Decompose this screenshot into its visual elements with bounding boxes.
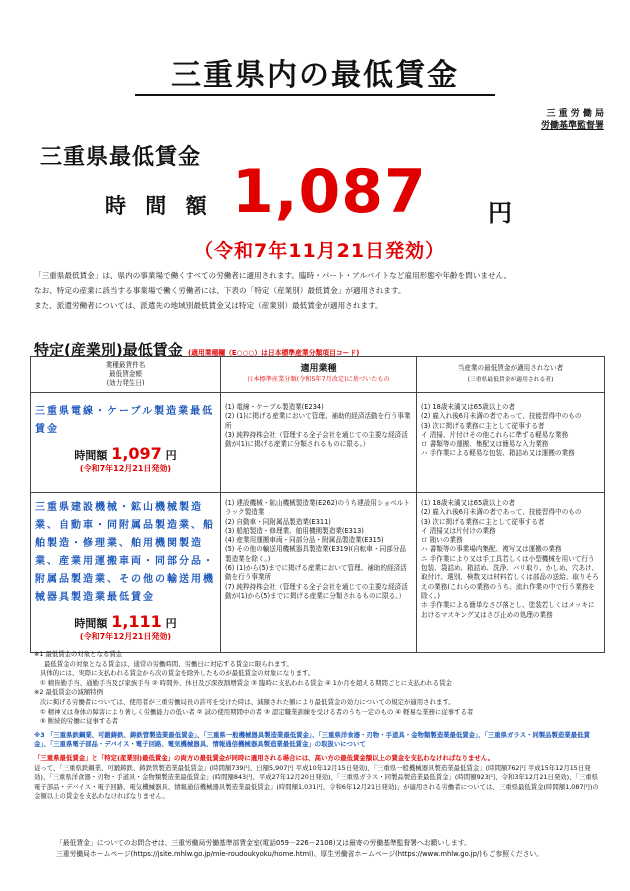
industry-amount: 時間額 1,111 円 bbox=[74, 612, 177, 631]
contact-line: 三重労働局ホームページ(https://jsite.mhlw.go.jp/mie-roudoukyoku/home.html)、厚生労働省ホームページ(https://www.mhlw.go.jp/)もご参照ください。 bbox=[56, 850, 544, 858]
footnote-line: 次に掲げる労働者については、使用者が三重労働局長の許可を受けた時は、減額された額により最低賃金の効力についての規定が適用されます。 bbox=[40, 697, 455, 706]
table-row bbox=[31, 493, 605, 653]
footnotes bbox=[34, 650, 604, 802]
pref-effective-date: （令和7年11月21日発効） bbox=[194, 240, 446, 262]
issuer-bureau: 三 重 労 働 局 bbox=[546, 109, 604, 119]
pref-heading: 三重県最低賃金 bbox=[40, 145, 202, 170]
hourly-label: 時 間 額 bbox=[105, 194, 213, 218]
industry-name: 三重県建設機械・鉱山機械製造業、自動車・同附属品製造業、船舶製造・修理業、舶用機関製造業、産業用運搬車両・同部分品・附属品製造業、その他の輸送用機械器具製造業最低賃金 bbox=[35, 502, 215, 603]
specific-wage-table bbox=[30, 356, 605, 653]
industry-amount: 時間額 1,097 円 bbox=[74, 444, 177, 463]
issuer bbox=[541, 108, 604, 132]
footnote-line: ① 精神又は身体の障害により著しく労働能力の低い者 ② 試の使用期間中の者 ③ 認定職業訓練を受ける者のうち一定のもの ④ 軽易な業務に従事する者 bbox=[40, 707, 474, 716]
pref-amount: 1,087 bbox=[232, 157, 427, 227]
footnote-line: ※3 「三重県鉄鋼業、可鍛鋳鉄、鋳鉄管製造業最低賃金」、「三重県一般機械器具製造業最低賃金」、「三重県洋食器・刃物・手道具・金物類製造業最低賃金」、「三重県ガラス・同製品製造業最低賃金」、「三重県電子部品・デバイス・電子回路、電気機械器具、情報通信機械器具製造業最低賃金」の取扱いについて bbox=[34, 730, 590, 749]
header-col3: 当産業の最低賃金が適用されない者 (三重県最低賃金が適用される者) bbox=[417, 357, 605, 393]
footnote-line: 具体的には、実際に支払われる賃金から次の賃金を除外したものが最低賃金の対象になります。 bbox=[40, 669, 315, 678]
footnote-line: ① 精皆勤手当、通勤手当及び家族手当 ② 時間外、休日及び深夜割増賃金 ③ 臨時に支払われる賃金 ④ 1か月を超える期間ごとに支払われる賃金 bbox=[40, 678, 452, 687]
industry-cell bbox=[31, 493, 221, 653]
page-title: 三重県内の最低賃金 bbox=[171, 58, 459, 93]
excluded-workers: (1) 18歳未満又は65歳以上の者 (2) 雇入れ後6月未満の者であって、技能習得中のもの (3) 次に掲げる業務に主として従事する者 イ 清掃、片付けその他これらに準ずる軽易な業務 ロ 書類等の運搬、集配又は簡易な入力業務 ハ 手作業による軽易な包装、箱詰め又は運搬の業務 bbox=[417, 393, 605, 493]
contact-info bbox=[56, 838, 576, 860]
specific-heading: 特定(産業別)最低賃金 bbox=[34, 341, 183, 359]
note-line: また、派遣労働者については、派遣先の地域別最低賃金又は特定（産業別）最低賃金が適用されます。 bbox=[34, 301, 383, 310]
industry-cell bbox=[31, 393, 221, 493]
header-col1: 業種最賃件名 最低賃金額 (効力発生日) bbox=[31, 357, 221, 393]
header-col2: 適用業種 日本標準産業分類(令和5年7月改定)に基づいたもの bbox=[221, 357, 417, 393]
applicable-industries: (1) 電線・ケーブル製造業(E234) (2) (1)に掲げる産業において管理、補助的経済活動を行う事業所 (3) 純粋持株会社（管理する全子会社を通じての主要な経済活動が(1)に掲げる産業に分類されるものに限る。） bbox=[221, 393, 417, 493]
note-line: なお、特定の産業に該当する事業場で働く労働者には、下表の「特定（産業別）最低賃金」が適用されます。 bbox=[34, 286, 406, 295]
note-line: 「三重県最低賃金」は、県内の事業場で働くすべての労働者に適用されます。臨時・パート・アルバイトなど雇用形態や年齢を問いません。 bbox=[34, 271, 512, 280]
issuer-office: 労働基準監督署 bbox=[540, 121, 604, 131]
footnote-line: 従って、「三重県鉄鋼業、可鍛鋳鉄、鋳鉄管製造業最低賃金」(時間額739円、日額5,907円 平成10年12月15日発効)、「三重県一般機械器具製造業最低賃金」(時間額762円 平成15年12月15日発効)、「三重県洋食器・刃物・手道具・金物類製造業最低賃金」(時間額843円、平成27年12月20日発効)、「三重県ガラス・同製品製造業最低賃金」(時間額923円、令和3年12月21日発効)、「三重県電子部品・デバイス・電子回路、電気機械器具、情報通信機械器具製造業最低賃金」(時間額1,031円、令和6年12月21日発効)」が適用される労働者については、三重県最低賃金(時間額1,087円)の金額以上の賃金を支払わなければなりません。 bbox=[34, 763, 599, 801]
industry-name: 三重県電線・ケーブル製造業最低賃金 bbox=[35, 406, 215, 435]
footnote-line: ⑤ 断続的労働に従事する者 bbox=[40, 717, 119, 726]
intro-notes bbox=[34, 268, 604, 313]
industry-effective-date: (令和7年12月21日発効) bbox=[79, 632, 172, 642]
industry-effective-date: (令和7年12月21日発効) bbox=[79, 464, 172, 474]
footnote-line: ※2 最低賃金の減額特例 bbox=[34, 688, 103, 697]
footnote-line: ※1 最低賃金の対象となる賃金 bbox=[34, 650, 123, 658]
excluded-workers: (1) 18歳未満又は65歳以上の者 (2) 雇入れ後6月未満の者であって、技能習得中のもの (3) 次に掲げる業務に主として従事する者 イ 清掃又は片付けの業務 ロ 賄いの業務 ハ 書類等の事業場内集配、複写又は運搬の業務 ニ 手作業により又は手工具若しくは小型機械を用いて行う包装、袋詰め、箱詰め、洗浄、バリ取り、かしめ、穴あけ、取付け、選別、検数又は材料若しくは部品の送給、取りそろえの業務(これらの業務のうち、流れ作業の中で行う業務を除く。) ホ 手作業による簡単なさび落とし、塗装若しくはメッキにおけるマスキング又はさび止めの処理の業務 bbox=[417, 493, 605, 653]
specific-heading-note: (適用業種欄（E○○○）は日本標準産業分類項目コード) bbox=[188, 349, 360, 357]
table-row bbox=[31, 393, 605, 493]
pref-unit: 円 bbox=[488, 199, 512, 227]
footnote-line: 「三重県最低賃金」と「特定(産業別)最低賃金」の両方の最低賃金が同時に適用される場合には、高い方の最低賃金額以上の賃金を支払わなければなりません。 bbox=[34, 753, 494, 762]
title-underline bbox=[135, 94, 495, 96]
footnote-line: 最低賃金の対象となる賃金は、通常の労働時間、労働日に対応する賃金に限られます。 bbox=[44, 659, 293, 668]
contact-line: 「最低賃金」についてのお問合せは、三重労働局労働基準部賃金室(電話059－226－2108)又は最寄の労働基準監督署へお願いします。 bbox=[56, 839, 471, 847]
applicable-industries: (1) 建設機械・鉱山機械製造業(E262)のうち建設用ショベルトラック製造業 (2) 自動車・同附属品製造業(E311) (3) 船舶製造・修理業、舶用機関製造業(E313) (4) 産業用運搬車両・同部分品・附属品製造業(E315) (5) その他の輸送用機械器具製造業(E319)(自転車・同部分品製造業を除く。) (6) (1)から(5)までに掲げる産業において管理、補助的経済活動を行う事業所 (7) 純粋持株会社（管理する全子会社を通じての主要な経済活動が(1)から(5)までに掲げる産業に分類されるものに限る。） bbox=[221, 493, 417, 653]
table-header-row bbox=[31, 357, 605, 393]
